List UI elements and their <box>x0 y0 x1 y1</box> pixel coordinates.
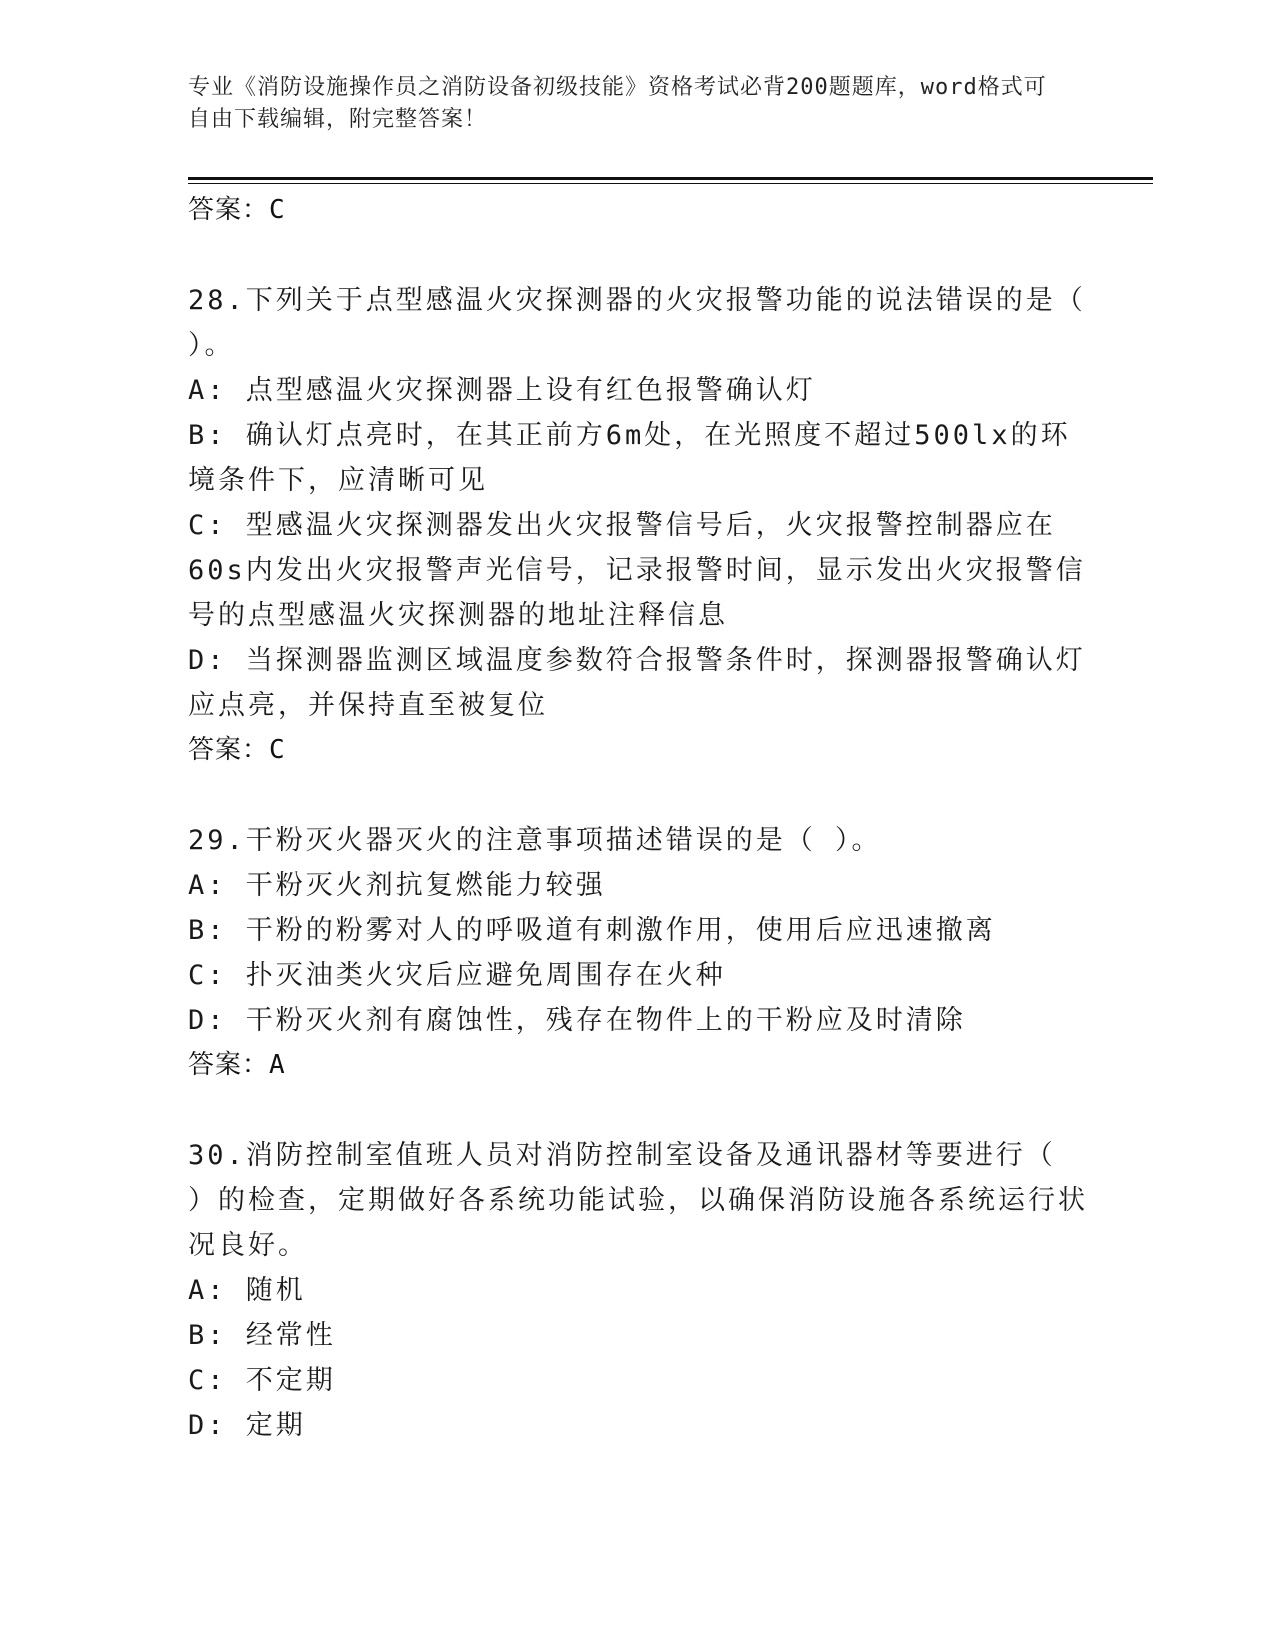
option-text: 扑灭油类火灾后应避免周围存在火种 <box>245 960 726 991</box>
option-letter: B: <box>188 420 227 451</box>
document-header: 专业《消防设施操作员之消防设备初级技能》资格考试必背200题题库，word格式可自由下载编辑，附完整答案！ <box>188 75 1047 132</box>
option-text: 随机 <box>245 1275 306 1306</box>
previous-answer: 答案：C <box>188 195 286 225</box>
question-29 <box>188 818 1088 1087</box>
option-text: 不定期 <box>245 1365 336 1396</box>
option-text: 经常性 <box>245 1320 336 1351</box>
option-letter: A: <box>188 1275 227 1306</box>
option-letter: C: <box>188 1365 227 1396</box>
option-text: 型感温火灾探测器发出火灾报警信号后，火灾报警控制器应在60s内发出火灾报警声光信号，记录报警时间，显示发出火灾报警信号的点型感温火灾探测器的地址注释信息 <box>188 510 1086 631</box>
option-text: 定期 <box>245 1410 306 1441</box>
option-text: 干粉灭火剂有腐蚀性，残存在物件上的干粉应及时清除 <box>245 1005 966 1036</box>
question-answer: 答案：A <box>188 1050 286 1080</box>
question-stem: 30.消防控制室值班人员对消防控制室设备及通讯器材等要进行（ ）的检查，定期做好各系统功能试验，以确保消防设施各系统运行状况良好。 <box>188 1140 1088 1261</box>
option-b <box>188 413 1088 503</box>
option-text: 确认灯点亮时，在其正前方6m处，在光照度不超过500lx的环境条件下，应清晰可见 <box>188 420 1071 496</box>
option-letter: D: <box>188 645 227 676</box>
option-letter: D: <box>188 1005 227 1036</box>
option-d <box>188 1403 1088 1448</box>
option-a <box>188 863 1088 908</box>
question-30 <box>188 1133 1088 1448</box>
option-a <box>188 368 1088 413</box>
option-letter: C: <box>188 960 227 991</box>
option-text: 点型感温火灾探测器上设有红色报警确认灯 <box>245 375 816 406</box>
option-text: 干粉的粉雾对人的呼吸道有刺激作用，使用后应迅速撤离 <box>245 915 996 946</box>
option-b <box>188 908 1088 953</box>
question-answer: 答案：C <box>188 735 286 765</box>
header-rule-thin <box>188 183 1153 184</box>
question-stem: 28.下列关于点型感温火灾探测器的火灾报警功能的说法错误的是（ ）。 <box>188 285 1086 361</box>
option-c <box>188 503 1088 638</box>
option-letter: A: <box>188 870 227 901</box>
option-text: 干粉灭火剂抗复燃能力较强 <box>245 870 606 901</box>
option-d <box>188 638 1088 728</box>
option-b <box>188 1313 1088 1358</box>
option-a <box>188 1268 1088 1313</box>
option-letter: B: <box>188 1320 227 1351</box>
header-rule-thick <box>188 177 1153 180</box>
option-d <box>188 998 1088 1043</box>
option-text: 当探测器监测区域温度参数符合报警条件时，探测器报警确认灯应点亮，并保持直至被复位 <box>188 645 1086 721</box>
option-letter: C: <box>188 510 227 541</box>
option-letter: B: <box>188 915 227 946</box>
option-c <box>188 953 1088 998</box>
question-stem: 29.干粉灭火器灭火的注意事项描述错误的是（ ）。 <box>188 825 882 856</box>
option-c <box>188 1358 1088 1403</box>
question-28 <box>188 278 1088 772</box>
option-letter: D: <box>188 1410 227 1441</box>
option-letter: A: <box>188 375 227 406</box>
question-content <box>188 188 1088 1448</box>
